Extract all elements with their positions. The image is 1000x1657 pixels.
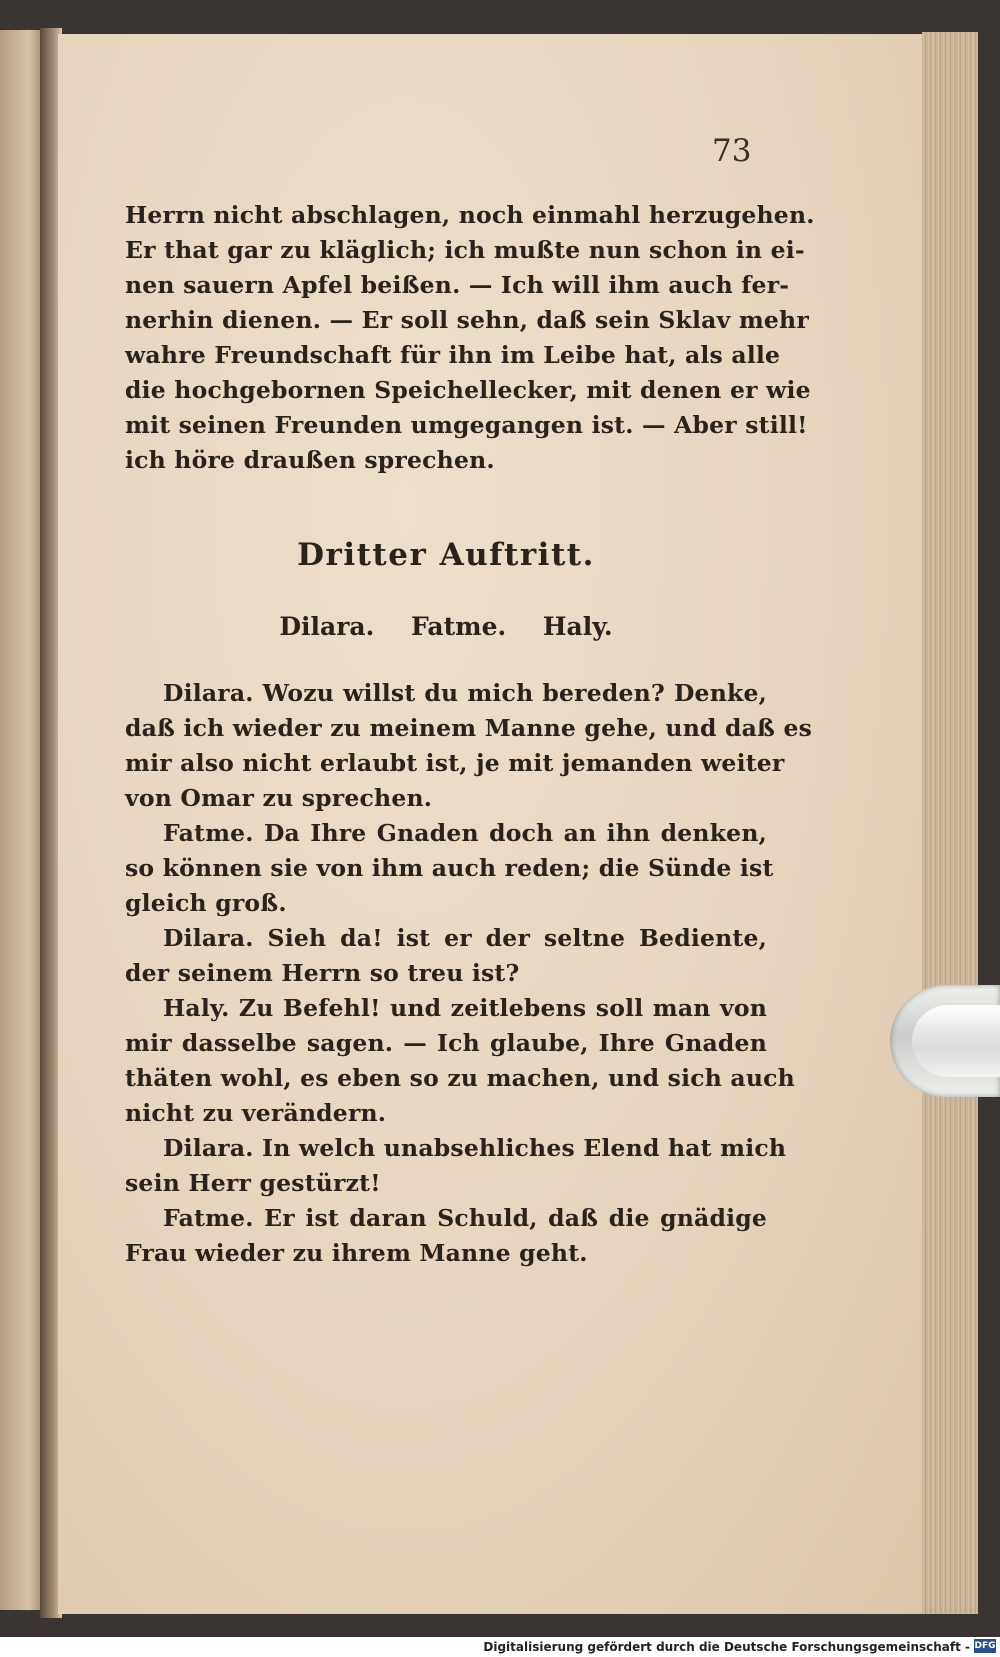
- text-line: Er that gar zu kläglich; ich mußte nun schon in ei-: [125, 236, 805, 264]
- dialogue-line: so können sie von ihm auch reden; die Sünde ist: [125, 854, 774, 882]
- page-number: 73: [712, 133, 752, 169]
- page-block-edge: [922, 32, 978, 1614]
- text-line: nerhin dienen. — Er soll sehn, daß sein Sklav mehr: [125, 306, 809, 334]
- dialogue-line: nicht zu verändern.: [125, 1099, 387, 1127]
- dialogue-line: Frau wieder zu ihrem Manne geht.: [125, 1239, 588, 1267]
- dialogue-line: mir dasselbe sagen. — Ich glaube, Ihre Gnaden: [125, 1029, 767, 1057]
- dialogue-line: mir also nicht erlaubt ist, je mit jemanden weiter: [125, 749, 785, 777]
- dialogue-line: Fatme. Da Ihre Gnaden doch an ihn denken,: [163, 819, 767, 847]
- dialogue-line: Haly. Zu Befehl! und zeitlebens soll man von: [163, 994, 767, 1022]
- text-line: nen sauern Apfel beißen. — Ich will ihm auch fer-: [125, 271, 790, 299]
- dialogue-line: sein Herr gestürzt!: [125, 1169, 381, 1197]
- text-line: wahre Freundschaft für ihn im Leibe hat, als alle: [125, 341, 781, 369]
- opening-paragraph: [125, 198, 815, 478]
- text-line: ich höre draußen sprechen.: [125, 446, 495, 474]
- dialogue-line: gleich groß.: [125, 889, 287, 917]
- dialogue-line: der seinem Herrn so treu ist?: [125, 959, 520, 987]
- funding-credit: Digitalisierung gefördert durch die Deutsche Forschungsgemeinschaft -: [483, 1640, 970, 1654]
- text-line: mit seinen Freunden umgegangen ist. — Aber still!: [125, 411, 808, 439]
- text-line: Herrn nicht abschlagen, noch einmahl herzugehen.: [125, 201, 815, 229]
- dialogue-line: Dilara. Wozu willst du mich bereden? Denke,: [163, 679, 767, 707]
- dialogue-line: Fatme. Er ist daran Schuld, daß die gnädige: [163, 1204, 767, 1232]
- dialogue-line: daß ich wieder zu meinem Manne gehe, und daß es: [125, 714, 813, 742]
- dialogue-line: Dilara. Sieh da! ist er der seltne Bediente,: [163, 924, 767, 952]
- dialogue-line: Dilara. In welch unabsehliches Elend hat mich: [163, 1134, 787, 1162]
- dfg-logo: DFG: [974, 1641, 996, 1651]
- dialogue-line: thäten wohl, es eben so zu machen, und sich auch: [125, 1064, 795, 1092]
- dialogue-line: von Omar zu sprechen.: [125, 784, 433, 812]
- page-clip-highlight: [912, 1005, 1000, 1077]
- cast-list: Dilara. Fatme. Haly.: [279, 612, 613, 641]
- scene-heading: Dritter Auftritt.: [297, 537, 595, 573]
- dialogue-block: [125, 676, 813, 1271]
- text-line: die hochgebornen Speichellecker, mit denen er wie: [125, 376, 811, 404]
